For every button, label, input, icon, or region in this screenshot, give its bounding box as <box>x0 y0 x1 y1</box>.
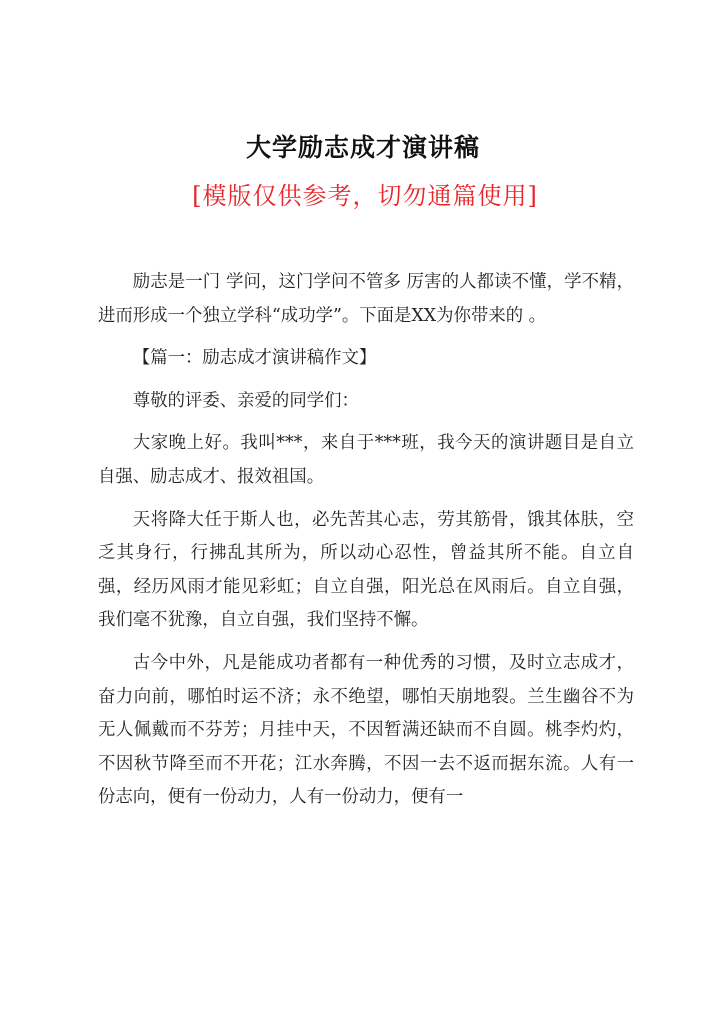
speech-paragraph: 天将降大任于斯人也，必先苦其心志，劳其筋骨，饿其体肤，空乏其身行，行拂乱其所为，所以动心忍性，曾益其所不能。自立自强，经历风雨才能见彩虹；自立自强，阳光总在风雨后。自立自强，我们毫不犹豫，自立自强，我们坚持不懈。 <box>98 509 634 631</box>
speech-paragraph: 古今中外，凡是能成功者都有一种优秀的习惯，及时立志成才，奋力向前，哪怕时运不济；永不绝望，哪怕天崩地裂。兰生幽谷不为无人佩戴而不芬芳；月挂中天，不因暂满还缺而不自圆。桃李灼灼，不因秋节降至而不开花；江水奔腾，不因一去不返而据东流。人有一份志向，便有一份动力，人有一份动力，便有一 <box>98 652 634 808</box>
greeting-paragraph: 尊敬的评委、亲爱的同学们： <box>132 390 359 411</box>
section-heading: 【篇一：励志成才演讲稿作文】 <box>132 348 377 369</box>
template-notice: [模版仅供参考，切勿通篇使用] <box>192 182 538 210</box>
document-title: 大学励志成才演讲稿 <box>245 133 480 162</box>
speech-paragraph: 大家晚上好。我叫***，来自于***班，我今天的演讲题目是自立自强、励志成才、报效祖国。 <box>98 433 634 487</box>
intro-paragraph: 励志是一门 学问，这门学问不管多 厉害的人都读不懂，学不精，进而形成一个独立学科“成功学”。下面是XX为你带来的 。 <box>98 272 634 326</box>
document-body <box>98 266 634 815</box>
